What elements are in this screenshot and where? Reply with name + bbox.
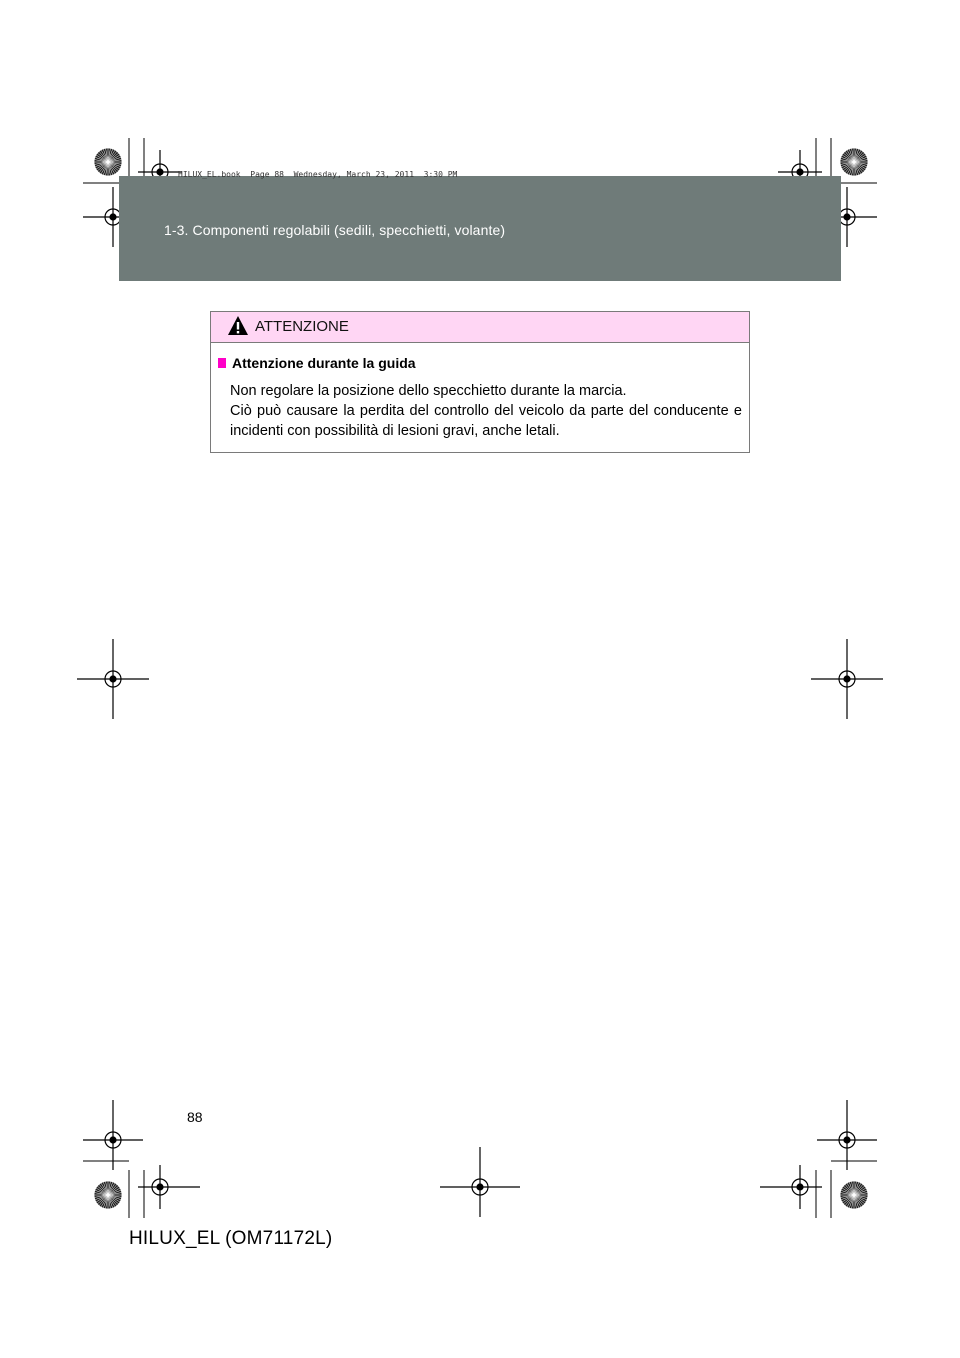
starburst-mark-icon	[94, 1181, 122, 1209]
warning-heading-text: Attenzione durante la guida	[232, 355, 416, 371]
warning-header	[211, 312, 749, 343]
warning-body	[211, 343, 749, 441]
book-stamp: HILUX_EL.book Page 88 Wednesday, March 23, 2011 3:30 PM	[178, 170, 458, 179]
starburst-mark-icon	[840, 1181, 868, 1209]
warning-title: ATTENZIONE	[255, 318, 349, 335]
square-bullet-icon	[218, 358, 226, 368]
starburst-mark-icon	[94, 148, 122, 176]
warning-box	[210, 311, 750, 453]
page-number: 88	[187, 1109, 203, 1125]
footer-model-code: HILUX_EL (OM71172L)	[129, 1228, 333, 1249]
warning-line-1: Non regolare la posizione dello specchietto durante la marcia.	[230, 383, 627, 399]
section-title: 1-3. Componenti regolabili (sedili, specchietti, volante)	[164, 222, 506, 238]
starburst-mark-icon	[840, 148, 868, 176]
warning-line-2: Ciò può causare la perdita del controllo del veicolo da parte del conducente e incidenti con possibilità di lesioni gravi, anche letali.	[230, 403, 742, 439]
warning-triangle-icon	[227, 315, 249, 337]
warning-item-heading	[218, 355, 742, 371]
